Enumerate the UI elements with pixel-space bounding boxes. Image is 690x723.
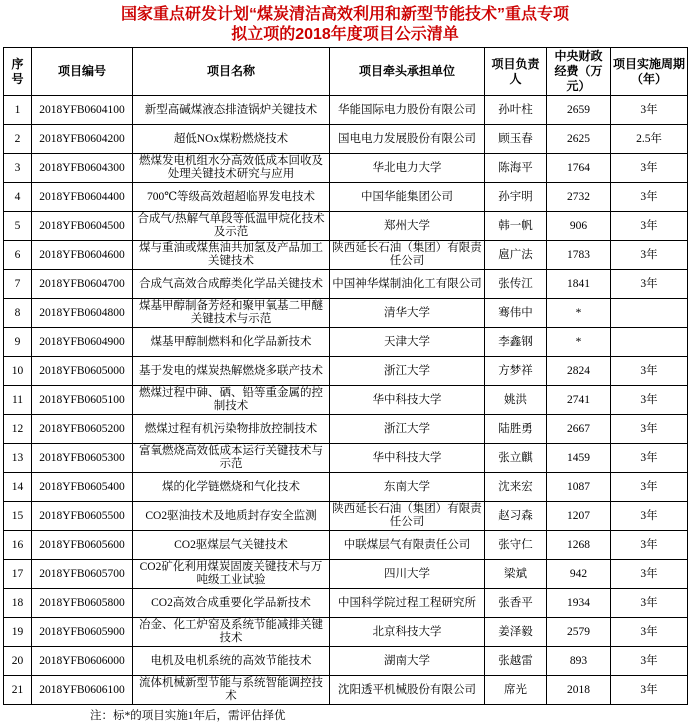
table-row [4,241,688,270]
cell-period: 3年 [611,560,688,589]
cell-project-code: 2018YFB0604300 [32,154,133,183]
cell-central-fund: 1934 [547,589,611,618]
table-row [4,212,688,241]
cell-lead-unit: 华中科技大学 [330,386,485,415]
cell-serial-number: 8 [4,299,32,328]
cell-central-fund: * [547,328,611,357]
cell-serial-number: 14 [4,473,32,502]
project-table-header [4,48,688,96]
cell-project-code: 2018YFB0605000 [32,357,133,386]
footnote: 注：标*的项目实施1年后，需评估择优 [90,710,286,722]
cell-project-name: 燃煤过程中砷、硒、铅等重金属的控制技术 [133,386,330,415]
cell-central-fund: 1764 [547,154,611,183]
table-row [4,473,688,502]
table-row [4,589,688,618]
cell-central-fund: 942 [547,560,611,589]
cell-project-name: 燃煤发电机组水分高效低成本回收及处理关键技术研究与应用 [133,154,330,183]
cell-lead-unit: 中国神华煤制油化工有限公司 [330,270,485,299]
cell-project-name: 电机及电机系统的高效节能技术 [133,647,330,676]
cell-project-leader: 席光 [485,676,547,705]
cell-serial-number: 2 [4,125,32,154]
cell-project-code: 2018YFB0606100 [32,676,133,705]
table-row [4,183,688,212]
cell-project-name: 700℃等级高效超超临界发电技术 [133,183,330,212]
cell-project-name: 煤基甲醇制备芳烃和聚甲氧基二甲醚关键技术与示范 [133,299,330,328]
cell-lead-unit: 四川大学 [330,560,485,589]
cell-central-fund: 1207 [547,502,611,531]
cell-project-code: 2018YFB0604800 [32,299,133,328]
table-row [4,270,688,299]
header-project-leader: 项目负责人 [485,48,547,96]
header-row [4,48,688,96]
cell-lead-unit: 沈阳透平机械股份有限公司 [330,676,485,705]
cell-project-leader: 方梦祥 [485,357,547,386]
table-row [4,125,688,154]
cell-project-leader: 陈海平 [485,154,547,183]
cell-project-code: 2018YFB0605400 [32,473,133,502]
cell-period: 3年 [611,212,688,241]
cell-project-code: 2018YFB0606000 [32,647,133,676]
cell-lead-unit: 浙江大学 [330,415,485,444]
cell-project-leader: 骞伟中 [485,299,547,328]
cell-serial-number: 16 [4,531,32,560]
cell-project-code: 2018YFB0604900 [32,328,133,357]
cell-project-code: 2018YFB0605700 [32,560,133,589]
cell-project-leader: 张立麒 [485,444,547,473]
cell-serial-number: 12 [4,415,32,444]
cell-project-leader: 扈广法 [485,241,547,270]
cell-serial-number: 15 [4,502,32,531]
cell-lead-unit: 中国华能集团公司 [330,183,485,212]
cell-lead-unit: 清华大学 [330,299,485,328]
cell-serial-number: 1 [4,96,32,125]
table-row [4,386,688,415]
cell-project-name: CO2驱油技术及地质封存安全监测 [133,502,330,531]
cell-project-code: 2018YFB0604400 [32,183,133,212]
cell-project-name: 合成气/热解气单段等低温甲烷化技术及示范 [133,212,330,241]
cell-project-code: 2018YFB0605800 [32,589,133,618]
cell-lead-unit: 浙江大学 [330,357,485,386]
cell-central-fund: 1268 [547,531,611,560]
cell-project-code: 2018YFB0605100 [32,386,133,415]
cell-project-name: CO2高效合成重要化学品新技术 [133,589,330,618]
cell-project-leader: 梁斌 [485,560,547,589]
cell-serial-number: 19 [4,618,32,647]
header-period: 项目实施周期（年） [611,48,688,96]
cell-project-code: 2018YFB0605500 [32,502,133,531]
cell-central-fund: 1087 [547,473,611,502]
page-title-line1: 国家重点研发计划“煤炭清洁高效利用和新型节能技术”重点专项 [120,6,569,23]
cell-central-fund: 2018 [547,676,611,705]
cell-project-name: 冶金、化工炉窑及系统节能减排关键技术 [133,618,330,647]
cell-project-leader: 张守仁 [485,531,547,560]
cell-lead-unit: 东南大学 [330,473,485,502]
cell-period: 3年 [611,270,688,299]
cell-project-name: 煤基甲醇制燃料和化学品新技术 [133,328,330,357]
table-row [4,618,688,647]
cell-period: 3年 [611,444,688,473]
cell-central-fund: * [547,299,611,328]
cell-project-code: 2018YFB0605300 [32,444,133,473]
cell-period: 3年 [611,473,688,502]
table-row [4,647,688,676]
table-row [4,531,688,560]
table-row [4,96,688,125]
cell-serial-number: 20 [4,647,32,676]
cell-period: 3年 [611,618,688,647]
cell-lead-unit: 北京科技大学 [330,618,485,647]
cell-period: 3年 [611,154,688,183]
cell-project-leader: 赵习森 [485,502,547,531]
table-row [4,357,688,386]
cell-project-name: 燃煤过程有机污染物排放控制技术 [133,415,330,444]
cell-period: 3年 [611,502,688,531]
cell-project-code: 2018YFB0604600 [32,241,133,270]
cell-project-leader: 沈来宏 [485,473,547,502]
cell-lead-unit: 华北电力大学 [330,154,485,183]
cell-project-name: 超低NOx煤粉燃烧技术 [133,125,330,154]
cell-period [611,299,688,328]
cell-period: 3年 [611,415,688,444]
header-project-name: 项目名称 [133,48,330,96]
cell-central-fund: 893 [547,647,611,676]
cell-lead-unit: 湖南大学 [330,647,485,676]
cell-lead-unit: 陕西延长石油（集团）有限责任公司 [330,241,485,270]
cell-central-fund: 2659 [547,96,611,125]
cell-period: 3年 [611,386,688,415]
cell-lead-unit: 中国科学院过程工程研究所 [330,589,485,618]
cell-project-leader: 陆胜勇 [485,415,547,444]
cell-project-name: 富氧燃烧高效低成本运行关键技术与示范 [133,444,330,473]
cell-lead-unit: 国电电力发展股份有限公司 [330,125,485,154]
cell-serial-number: 18 [4,589,32,618]
header-lead-unit: 项目牵头承担单位 [330,48,485,96]
cell-serial-number: 10 [4,357,32,386]
cell-project-code: 2018YFB0605600 [32,531,133,560]
cell-project-leader: 张香平 [485,589,547,618]
cell-lead-unit: 天津大学 [330,328,485,357]
header-project-code: 项目编号 [32,48,133,96]
cell-lead-unit: 华能国际电力股份有限公司 [330,96,485,125]
table-row [4,154,688,183]
table-row [4,676,688,705]
cell-project-leader: 韩一帆 [485,212,547,241]
cell-period: 3年 [611,241,688,270]
cell-central-fund: 2579 [547,618,611,647]
cell-period: 3年 [611,96,688,125]
cell-project-name: 新型高碱煤液态排渣锅炉关键技术 [133,96,330,125]
cell-period [611,328,688,357]
cell-serial-number: 17 [4,560,32,589]
cell-project-code: 2018YFB0604700 [32,270,133,299]
table-row [4,502,688,531]
cell-lead-unit: 华中科技大学 [330,444,485,473]
cell-project-leader: 姚洪 [485,386,547,415]
cell-lead-unit: 中联煤层气有限责任公司 [330,531,485,560]
table-row [4,328,688,357]
cell-serial-number: 4 [4,183,32,212]
cell-project-name: 基于发电的煤炭热解燃烧多联产技术 [133,357,330,386]
cell-central-fund: 2667 [547,415,611,444]
cell-period: 3年 [611,357,688,386]
cell-central-fund: 2741 [547,386,611,415]
cell-central-fund: 2625 [547,125,611,154]
table-row [4,444,688,473]
cell-project-name: CO2驱煤层气关键技术 [133,531,330,560]
cell-central-fund: 1459 [547,444,611,473]
cell-project-name: 流体机械新型节能与系统智能调控技术 [133,676,330,705]
cell-project-leader: 孙叶柱 [485,96,547,125]
cell-central-fund: 2824 [547,357,611,386]
cell-project-code: 2018YFB0605900 [32,618,133,647]
cell-period: 3年 [611,589,688,618]
cell-central-fund: 906 [547,212,611,241]
cell-central-fund: 2732 [547,183,611,212]
page-title [0,0,690,45]
cell-project-leader: 张越雷 [485,647,547,676]
cell-period: 3年 [611,676,688,705]
cell-project-leader: 姜泽毅 [485,618,547,647]
cell-project-leader: 顾玉春 [485,125,547,154]
cell-serial-number: 6 [4,241,32,270]
cell-serial-number: 21 [4,676,32,705]
cell-project-code: 2018YFB0605200 [32,415,133,444]
cell-project-name: CO2矿化利用煤炭固废关键技术与万吨级工业试验 [133,560,330,589]
cell-project-leader: 张传江 [485,270,547,299]
cell-period: 2.5年 [611,125,688,154]
cell-project-leader: 孙宇明 [485,183,547,212]
cell-project-code: 2018YFB0604100 [32,96,133,125]
table-row [4,560,688,589]
cell-central-fund: 1841 [547,270,611,299]
cell-serial-number: 11 [4,386,32,415]
cell-lead-unit: 郑州大学 [330,212,485,241]
cell-project-code: 2018YFB0604200 [32,125,133,154]
cell-lead-unit: 陕西延长石油（集团）有限责任公司 [330,502,485,531]
cell-project-name: 合成气高效合成醇类化学品关键技术 [133,270,330,299]
cell-serial-number: 9 [4,328,32,357]
header-central-fund: 中央财政经费（万元） [547,48,611,96]
page-title-line2: 拟立项的2018年度项目公示清单 [231,26,459,43]
cell-project-code: 2018YFB0604500 [32,212,133,241]
cell-period: 3年 [611,183,688,212]
table-row [4,299,688,328]
cell-project-name: 煤与重油或煤焦油共加氢及产品加工关键技术 [133,241,330,270]
table-row [4,415,688,444]
header-serial-number: 序号 [4,48,32,96]
cell-serial-number: 3 [4,154,32,183]
cell-central-fund: 1783 [547,241,611,270]
cell-project-name: 煤的化学链燃烧和气化技术 [133,473,330,502]
cell-serial-number: 7 [4,270,32,299]
cell-project-leader: 李鑫钢 [485,328,547,357]
cell-serial-number: 5 [4,212,32,241]
project-table-body [4,96,688,705]
project-table [3,47,688,705]
cell-period: 3年 [611,647,688,676]
cell-serial-number: 13 [4,444,32,473]
cell-period: 3年 [611,531,688,560]
